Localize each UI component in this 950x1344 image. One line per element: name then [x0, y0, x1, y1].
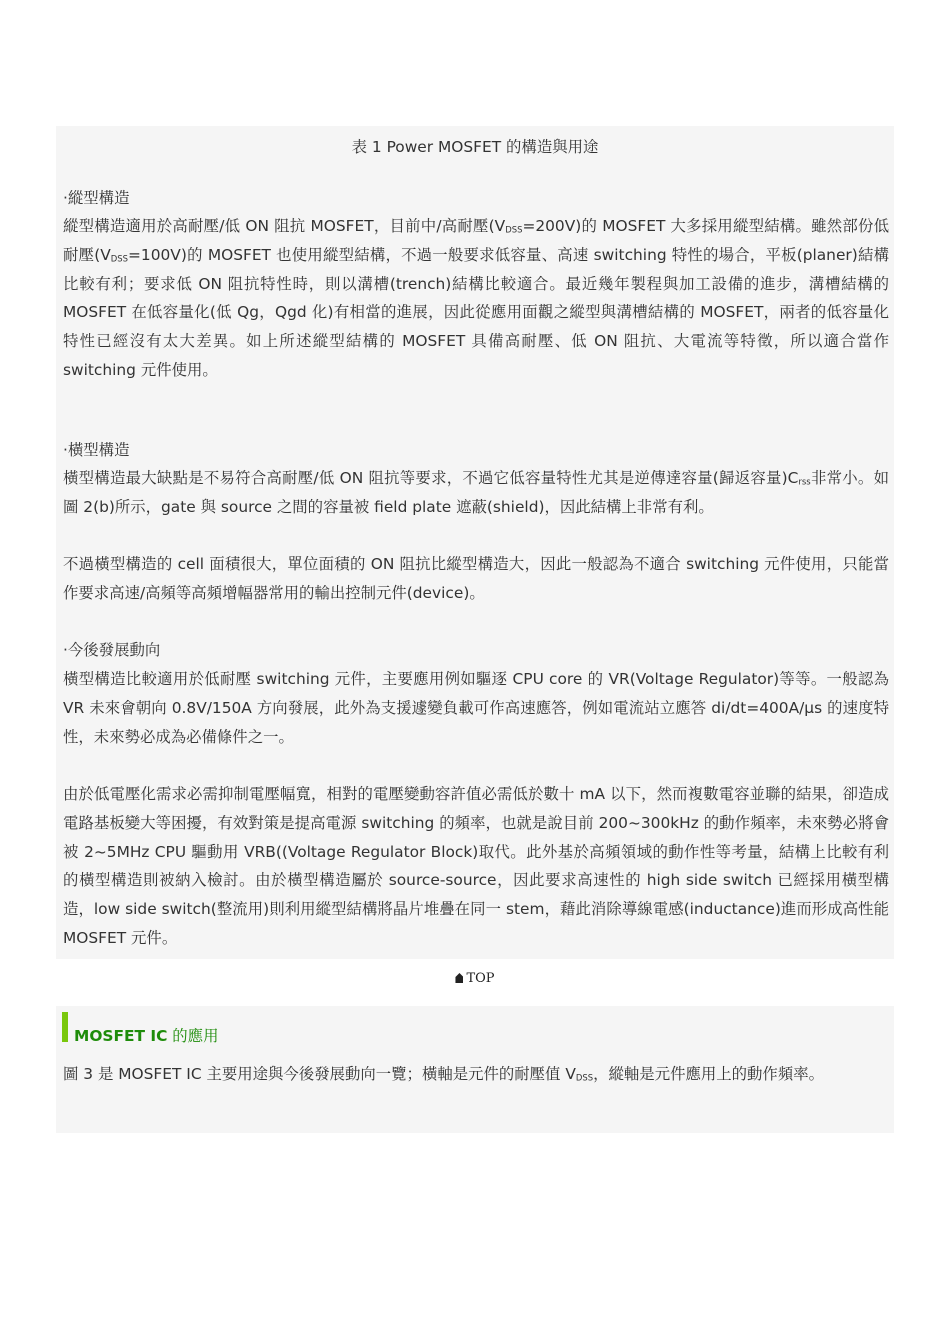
future-trend-paragraph: 橫型構造比較適用於低耐壓 switching 元件，主要應用例如驅逐 CPU core 的 VR(Voltage Regulator)等等。一般認為 VR 未來會朝向 0.8V/150A 方向發展，此外為支援遽變負載可作高速應答，例如電流站立應答 di/dt=400A/μs 的速度特性，未來勢必成為必備條件之一。 [63, 670, 889, 746]
back-to-top-link[interactable] [0, 968, 950, 990]
text-run: 非常小。如圖 2(b)所示，gate 與 source 之間的容量被 field plate 遮蔽(shield)，因此結構上非常有利。 [63, 469, 889, 516]
text-run: 圖 3 是 MOSFET IC 主要用途與今後發展動向一覽；橫軸是元件的耐壓值 V [63, 1065, 576, 1083]
lateral-structure-paragraph [63, 464, 889, 522]
text-run: ，縱軸是元件應用上的動作頻率。 [593, 1065, 824, 1083]
text-run: 橫型構造最大缺點是不易符合高耐壓/低 ON 阻抗等要求，不過它低容量特性尤其是逆傳達容量(歸返容量)C [63, 469, 799, 487]
mosfet-ic-paragraph [63, 1061, 889, 1087]
section-title-bold: MOSFET IC [74, 1027, 168, 1045]
home-icon [455, 973, 463, 983]
text-run: 縱型構造適用於高耐壓/低 ON 阻抗 MOSFET，目前中/高耐壓(V [63, 217, 506, 235]
section-title-rest: 的應用 [167, 1027, 219, 1045]
subscript: DSS [505, 224, 523, 235]
future-trend-heading: ·今後發展動向 [63, 641, 161, 659]
vertical-structure-paragraph [63, 212, 889, 385]
top-link-label: TOP [466, 971, 495, 986]
lateral-structure-heading: ·橫型構造 [63, 441, 130, 459]
subscript: DSS [575, 1072, 594, 1083]
mosfet-ic-section [56, 1006, 894, 1133]
section-accent-bar [62, 1012, 68, 1042]
vertical-structure-heading: ·縱型構造 [63, 189, 130, 207]
table1-content-block [56, 126, 894, 959]
text-run: =100V)的 MOSFET 也使用縱型結構，不過一般要求低容量、高速 switching 特性的場合，平板(planer)結構比較有利；要求低 ON 阻抗特性時，則以溝槽(trench)結構比較適合。最近幾年製程與加工設備的進步，溝槽結構的 MOSFET 在低容量化(低 Qg，Qgd 化)有相當的進展，因此從應用面觀之縱型與溝槽結構的 MOSFET，兩者的低容量化特性已經沒有太大差異。如上所述縱型結構的 MOSFET 具備高耐壓、低 ON 阻抗、大電流等特徵，所以適合當作 switching 元件使用。 [63, 245, 889, 379]
section-title [74, 1025, 218, 1047]
future-trend-paragraph-2: 由於低電壓化需求必需抑制電壓幅寬，相對的電壓變動容許值必需低於數十 mA 以下，然而複數電容並聯的結果，卻造成電路基板變大等困擾，有效對策是提高電源 switching 的頻率，也就是說目前 200~300kHz 的動作頻率，未來勢必將會被 2~5MHz CPU 驅動用 VRB((Voltage Regulator Block)取代。此外基於高頻領域的動作性等考量，結構上比較有利的橫型構造則被納入檢討。由於橫型構造屬於 source-source，因此要求高速性的 high side switch 已經採用橫型構造，low side switch(整流用)則利用縱型結構將晶片堆疊在同一 stem，藉此消除導線電感(inductance)進而形成高性能 MOSFET 元件。 [63, 785, 889, 947]
subscript: DSS [110, 253, 129, 264]
lateral-structure-paragraph-2: 不過橫型構造的 cell 面積很大，單位面積的 ON 阻抗比縱型構造大，因此一般認為不適合 switching 元件使用，只能當作要求高速/高頻等高頻增幅器常用的輸出控制元件(device)。 [63, 555, 889, 602]
subscript: rss [798, 476, 811, 487]
text-run: =200V)的 MOSFET 大多採用縱型結構。雖然部份低耐壓(V [63, 217, 889, 264]
table-caption: 表 1 Power MOSFET 的構造與用途 [351, 138, 599, 156]
